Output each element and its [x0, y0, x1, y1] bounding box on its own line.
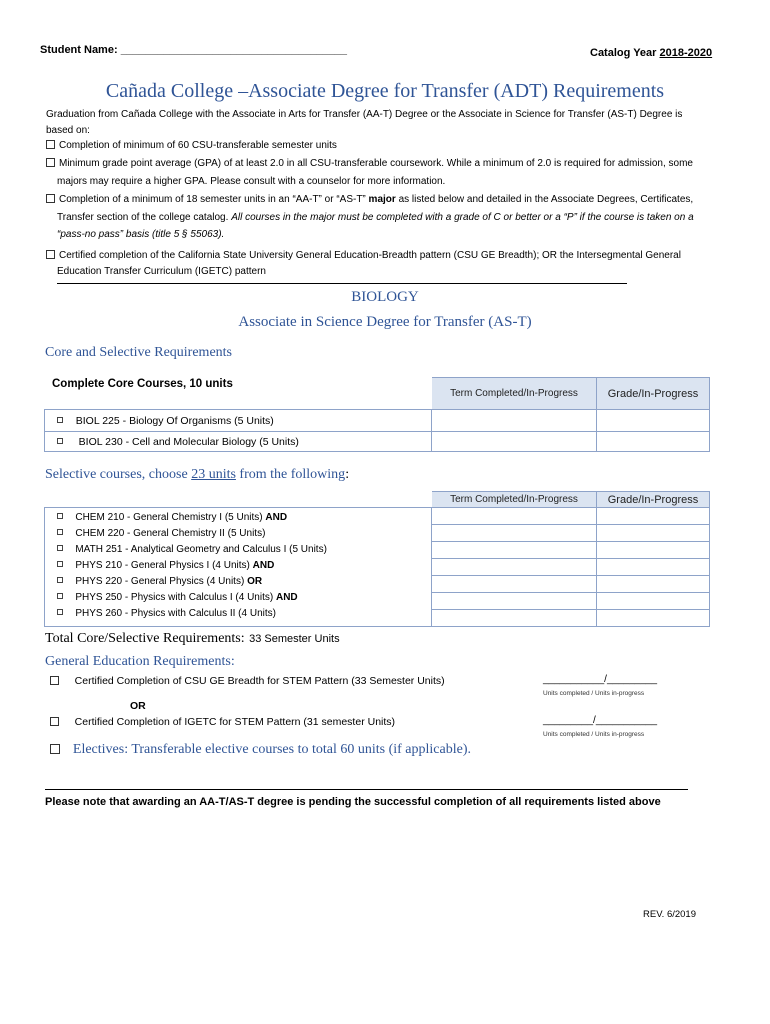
table-row: [45, 410, 710, 432]
selective-title: Selective courses, choose 23 units from the following:: [45, 467, 350, 482]
list-item: [57, 542, 431, 558]
selective-course-label: PHYS 260 - Physics with Calculus II (4 Units): [75, 608, 276, 619]
checkbox-icon[interactable]: [57, 593, 63, 599]
checkbox-icon[interactable]: [50, 717, 59, 726]
checkbox-icon[interactable]: [57, 561, 63, 567]
list-item: [57, 558, 431, 574]
list-item: [57, 606, 431, 622]
requirement-gpa-cont: majors may require a higher GPA. Please consult with a counselor for more information.: [57, 176, 446, 187]
checkbox-icon[interactable]: [57, 545, 63, 551]
checkbox-icon[interactable]: [57, 609, 63, 615]
requirement-gpa: Minimum grade point average (GPA) of at least 2.0 in all CSU-transferable coursework. While a minimum of 2.0 is required for admission, some: [46, 156, 736, 172]
requirement-major-cont-2: “pass-no pass” basis (title 5 § 55063).: [57, 228, 225, 240]
ge-option-igetc: Certified Completion of IGETC for STEM Pattern (31 semester Units): [50, 716, 395, 728]
list-item: [57, 526, 431, 542]
divider: [45, 789, 688, 790]
checkbox-icon[interactable]: [57, 417, 63, 423]
selective-course-label: CHEM 220 - General Chemistry II (5 Units): [75, 528, 266, 539]
selective-course-label: MATH 251 - Analytical Geometry and Calculus I (5 Units): [75, 544, 327, 555]
term-cell[interactable]: [432, 508, 597, 525]
core-col-grade: Grade/In-Progress: [597, 378, 710, 410]
list-item: [57, 574, 431, 590]
grade-cell[interactable]: [597, 410, 710, 432]
student-name-label: Student Name:: [40, 44, 118, 56]
selective-course-label: PHYS 250 - Physics with Calculus I (4 Units): [75, 592, 274, 603]
grade-cell[interactable]: [597, 610, 710, 627]
selective-course-label: PHYS 220 - General Physics (4 Units): [75, 576, 245, 587]
term-cell[interactable]: [432, 559, 597, 576]
checkbox-icon[interactable]: [57, 529, 63, 535]
grade-cell[interactable]: [597, 525, 710, 542]
list-item: [57, 510, 431, 526]
catalog-year: [590, 47, 712, 59]
grade-cell[interactable]: [597, 432, 710, 452]
requirement-major-cont: Transfer section of the college catalog. All courses in the major must be completed with a grade of C or better or a “P” if the course is taken on a: [57, 212, 694, 223]
checkbox-icon[interactable]: [50, 676, 59, 685]
term-cell[interactable]: [432, 410, 597, 432]
student-name-row: [40, 44, 347, 56]
major-name: BIOLOGY: [351, 289, 419, 305]
checkbox-icon[interactable]: [57, 513, 63, 519]
total-value: 33 Semester Units: [249, 633, 340, 645]
selective-course-list: [45, 508, 432, 627]
total-label: Total Core/Selective Requirements:: [45, 631, 245, 646]
grade-cell[interactable]: [597, 576, 710, 593]
divider: [57, 283, 627, 284]
core-col-term: Term Completed/In-Progress: [432, 378, 597, 410]
grade-cell[interactable]: [597, 542, 710, 559]
selective-col-grade: Grade/In-Progress: [597, 492, 710, 508]
selective-course-connector: AND: [252, 560, 275, 571]
core-course-1: BIOL 225 - Biology Of Organisms (5 Units): [75, 414, 274, 427]
completion-note: Please note that awarding an AA-T/AS-T degree is pending the successful completion of all requirements listed above: [45, 796, 661, 808]
checkbox-icon[interactable]: [50, 744, 60, 754]
term-cell[interactable]: [432, 593, 597, 610]
table-row: [45, 432, 710, 452]
term-cell[interactable]: [432, 610, 597, 627]
selective-course-connector: OR: [247, 576, 263, 587]
selective-course-label: PHYS 210 - General Physics I (4 Units): [75, 560, 250, 571]
core-table-title: Complete Core Courses, 10 units: [52, 378, 233, 390]
ge-title: General Education Requirements:: [45, 654, 235, 669]
intro-line-2: based on:: [46, 124, 90, 136]
grade-cell[interactable]: [597, 559, 710, 576]
selective-course-connector: AND: [265, 512, 288, 523]
checkbox-icon[interactable]: [46, 250, 55, 259]
grade-cell[interactable]: [597, 593, 710, 610]
student-name-field[interactable]: _____________________________________: [120, 44, 348, 56]
requirement-major: Completion of a minimum of 18 semester units in an “AA-T” or “AS-T” major as listed below and detailed in the Associate Degrees, Certificates,: [46, 192, 736, 208]
requirement-ge: Certified completion of the California State University General Education-Breadth pattern (CSU GE Breadth); OR the Intersegmental General: [46, 248, 736, 264]
ge-option-csu: Certified Completion of CSU GE Breadth for STEM Pattern (33 Semester Units): [50, 675, 445, 687]
term-cell[interactable]: [432, 432, 597, 452]
requirement-ge-cont: Education Transfer Curriculum (IGETC) pattern: [57, 265, 266, 277]
term-cell[interactable]: [432, 525, 597, 542]
checkbox-icon[interactable]: [46, 140, 55, 149]
selective-course-label: CHEM 210 - General Chemistry I (5 Units): [75, 512, 263, 523]
selective-col-term: Term Completed/In-Progress: [432, 492, 597, 508]
ge-or-label: OR: [130, 700, 146, 712]
degree-name: Associate in Science Degree for Transfer (AS-T): [238, 314, 532, 330]
ge-units-blank-2[interactable]: _________/___________: [543, 715, 658, 726]
checkbox-icon[interactable]: [46, 194, 55, 203]
list-item: [57, 590, 431, 606]
term-cell[interactable]: [432, 542, 597, 559]
checkbox-icon[interactable]: [57, 577, 63, 583]
total-requirements: [45, 629, 340, 647]
ge-units-caption-1: Units completed / Units in-progress: [543, 690, 645, 697]
ge-units-caption-2: Units completed / Units in-progress: [543, 731, 645, 738]
intro: [46, 107, 736, 279]
selective-table: [44, 491, 710, 627]
requirement-units: Completion of minimum of 60 CSU-transferable semester units: [46, 138, 736, 154]
core-course-2: BIOL 230 - Cell and Molecular Biology (5 Units): [75, 435, 299, 448]
ge-units-blank-1[interactable]: ___________/_________: [543, 674, 658, 685]
electives: Electives: Transferable elective courses to total 60 units (if applicable).: [50, 740, 471, 758]
checkbox-icon[interactable]: [46, 158, 55, 167]
core-section-title: Core and Selective Requirements: [45, 345, 232, 360]
catalog-year-label: Catalog Year: [590, 47, 657, 59]
grade-cell[interactable]: [597, 508, 710, 525]
selective-course-connector: AND: [275, 592, 298, 603]
term-cell[interactable]: [432, 576, 597, 593]
core-table: [44, 377, 710, 452]
page-title: Cañada College –Associate Degree for Transfer (ADT) Requirements: [105, 80, 665, 102]
checkbox-icon[interactable]: [57, 438, 63, 444]
catalog-year-value: 2018-2020: [659, 47, 713, 59]
revision-date: REV. 6/2019: [643, 909, 696, 920]
intro-line-1: Graduation from Cañada College with the Associate in Arts for Transfer (AA-T) Degree or the Associate in Science for Transfer (AS-T) Degree is: [46, 109, 683, 120]
